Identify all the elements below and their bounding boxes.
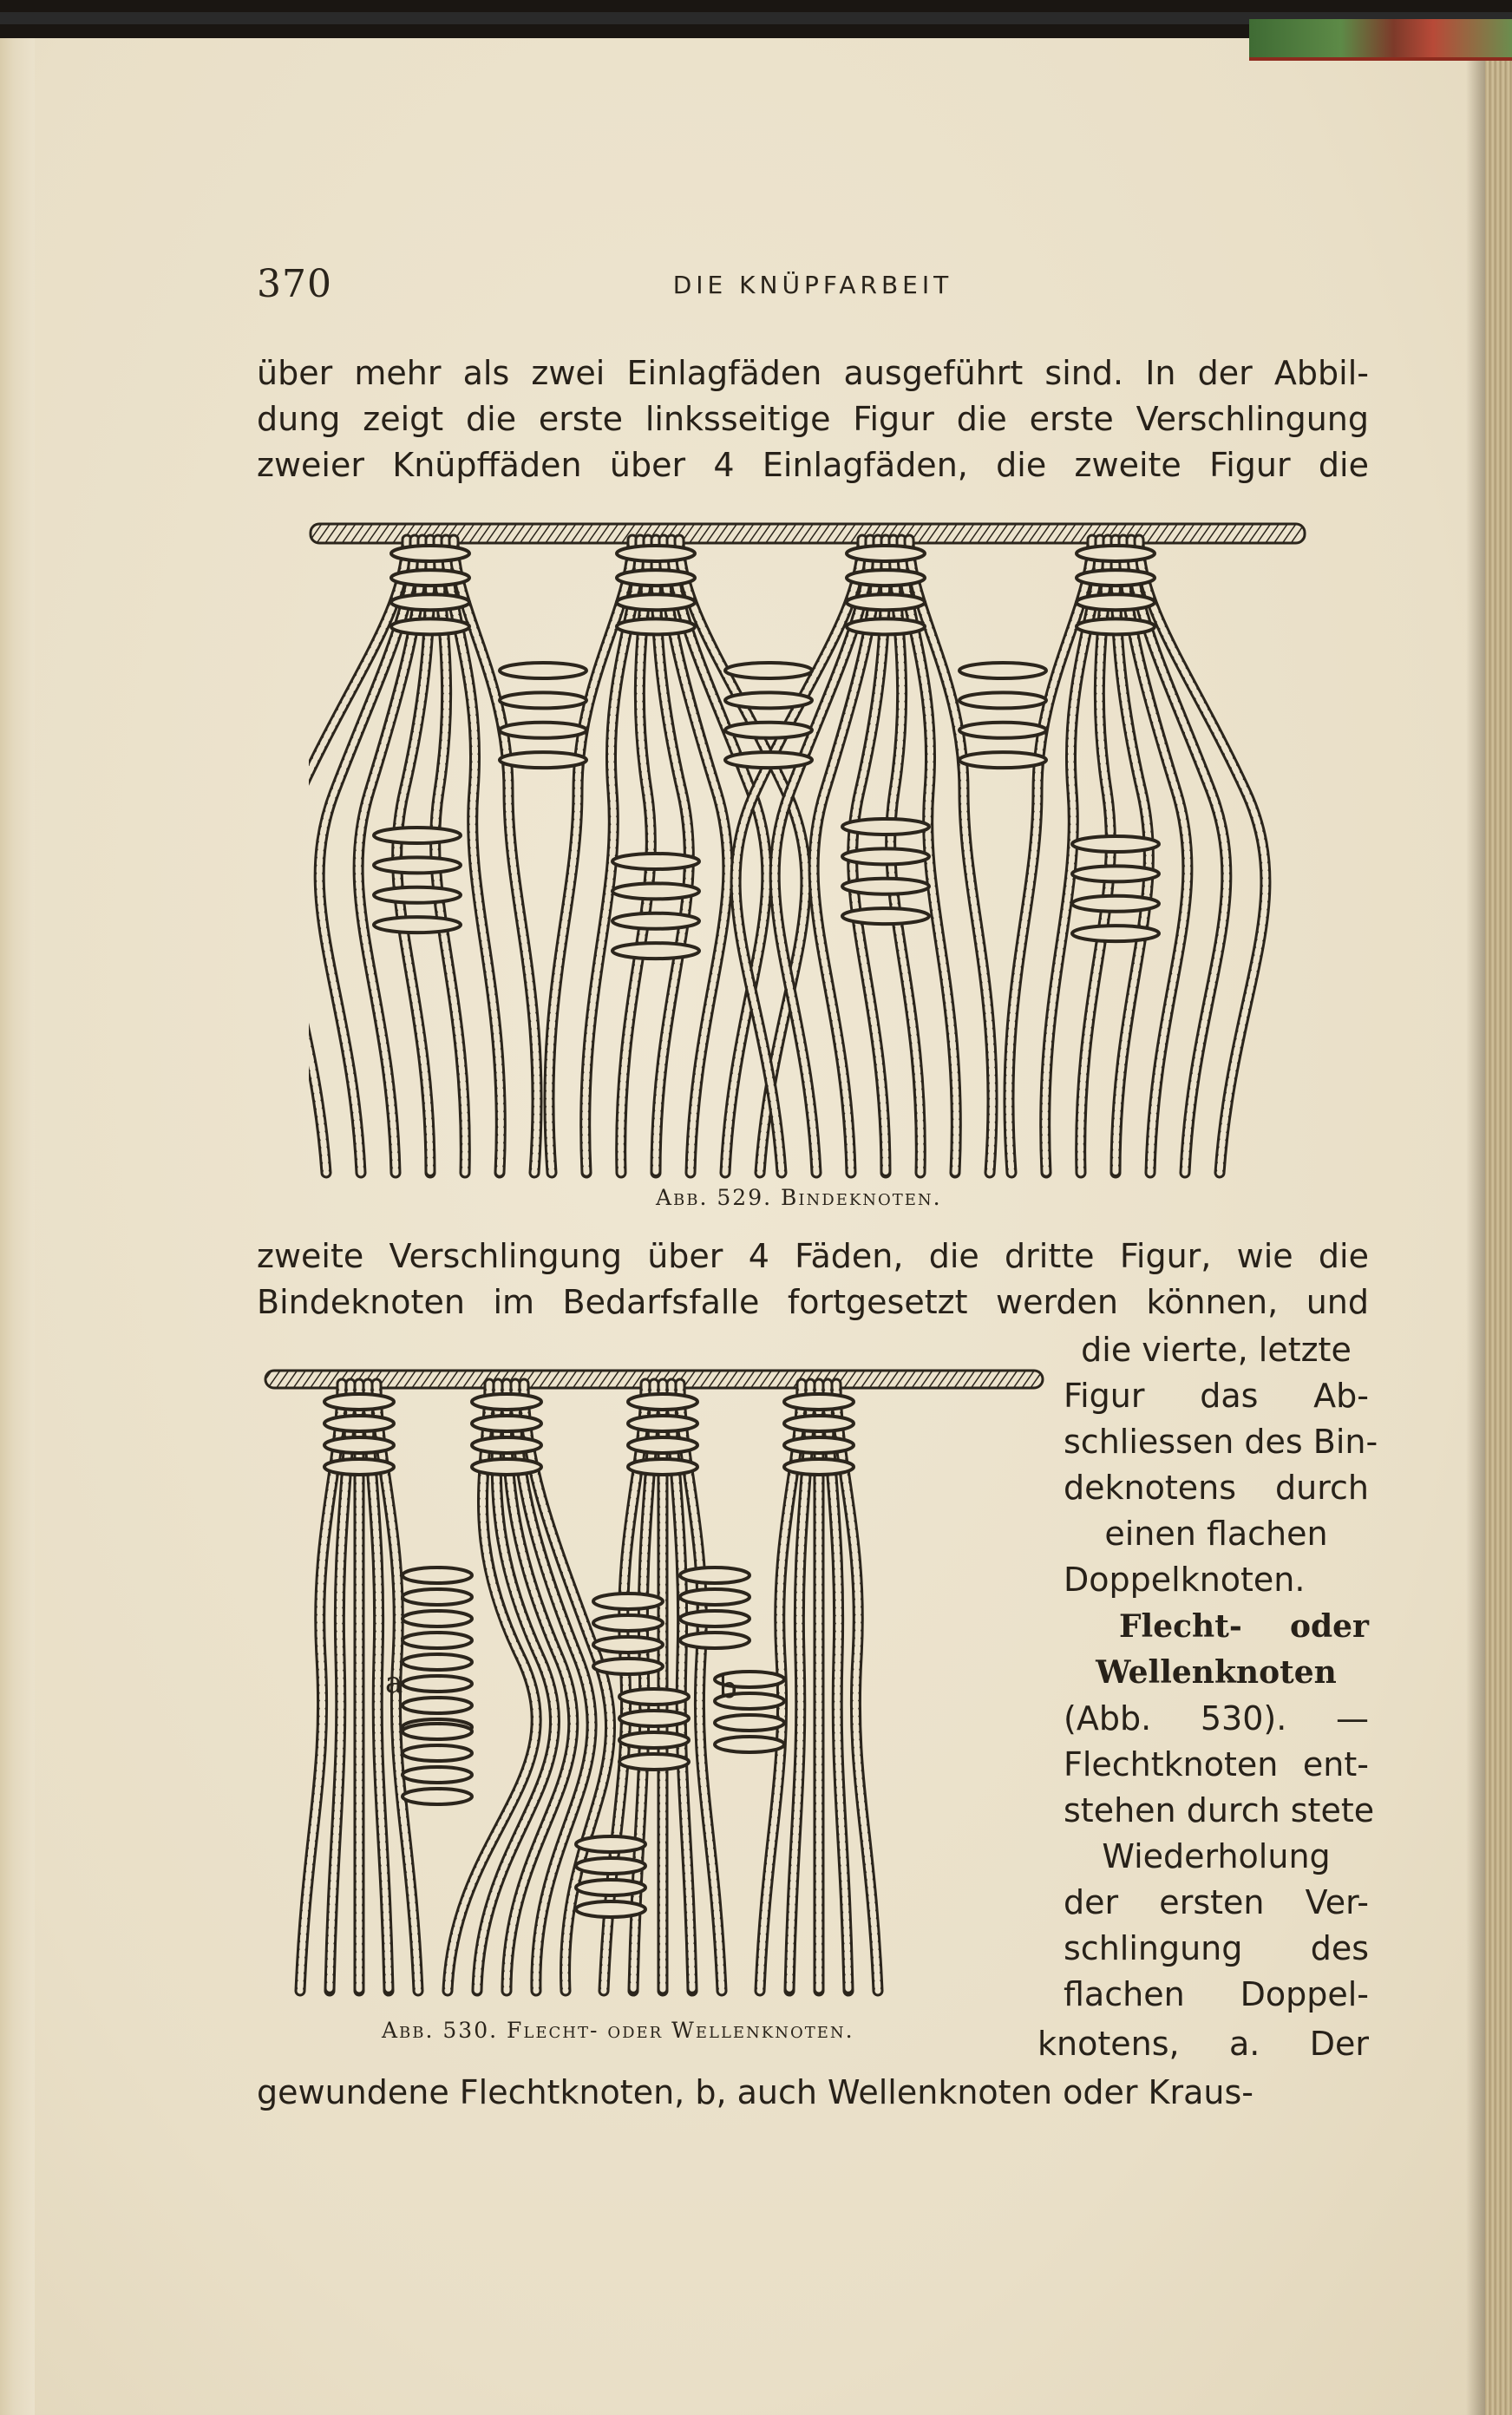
knot-loop	[391, 594, 469, 610]
knot-loop	[847, 546, 925, 561]
column-line: Figur das Ab-	[1064, 1377, 1369, 1415]
knot-loop	[374, 828, 461, 843]
knot-loop	[576, 1858, 645, 1874]
figure-label-b: b	[718, 1671, 737, 1705]
knot-loop	[324, 1437, 394, 1453]
knot-loop	[628, 1437, 697, 1453]
running-title: DIE KNÜPFARBEIT	[672, 271, 953, 299]
knot-loop	[628, 1416, 697, 1431]
knot-loop	[593, 1659, 663, 1674]
knot-loop	[500, 663, 586, 678]
body-line: Bindeknoten im Bedarfsfalle fortgesetzt werden können, und	[257, 1283, 1369, 1321]
knot-loop	[374, 857, 461, 873]
knot-loop	[403, 1789, 472, 1804]
knot-loop	[500, 752, 586, 768]
knot-loop	[391, 570, 469, 586]
column-line: (Abb. 530). —	[1064, 1699, 1369, 1738]
knot-loop	[725, 692, 812, 708]
knot-loop	[842, 848, 929, 864]
column-line: flachen Doppel-	[1064, 1975, 1369, 2013]
knot-loop	[617, 546, 695, 561]
knot-loop	[1072, 926, 1159, 941]
running-head	[257, 262, 1369, 305]
knot-loop	[403, 1611, 472, 1626]
macrame-flechtknoten-drawing	[264, 1345, 1044, 2004]
column-line: deknotens durch	[1064, 1469, 1369, 1507]
knot-loop	[680, 1611, 749, 1626]
knot-loop	[842, 879, 929, 894]
column-line: der ersten Ver-	[1064, 1883, 1369, 1921]
column-line: stehen durch stete	[1064, 1791, 1375, 1829]
knot-loop	[403, 1767, 472, 1783]
knot-loop	[842, 819, 929, 834]
knot-loop	[403, 1724, 472, 1739]
knot-loop	[374, 887, 461, 903]
knot-loop	[784, 1437, 854, 1453]
knot-loop	[1077, 618, 1155, 634]
body-line: über mehr als zwei Einlagfäden ausgeführt sind. In der Abbil-	[257, 354, 1369, 392]
page-number: 370	[257, 262, 332, 306]
knot-loop	[612, 943, 699, 959]
knot-loop	[680, 1589, 749, 1605]
knot-loop	[959, 723, 1046, 738]
knot-loop	[680, 1633, 749, 1648]
knot-loop	[959, 663, 1046, 678]
body-line: zweite Verschlingung über 4 Fäden, die dritte Figur, wie die	[257, 1237, 1369, 1275]
knot-loop	[472, 1394, 541, 1410]
knot-loop	[725, 663, 812, 678]
knot-loop	[617, 594, 695, 610]
knot-loop	[784, 1416, 854, 1431]
left-page-edge	[0, 38, 35, 2415]
knot-loop	[619, 1689, 689, 1705]
knot-loop	[784, 1459, 854, 1475]
knot-loop	[1072, 866, 1159, 881]
knot-loop	[593, 1637, 663, 1653]
column-line: Wiederholung	[1102, 1837, 1331, 1875]
body-line: zweier Knüpffäden über 4 Einlagfäden, die zweite Figur die	[257, 446, 1369, 484]
knot-loop	[403, 1676, 472, 1692]
knot-loop	[619, 1754, 689, 1770]
knot-loop	[403, 1633, 472, 1648]
figure-530-caption	[382, 2018, 854, 2043]
knot-loop	[617, 570, 695, 586]
figure-529-caption	[656, 1185, 942, 1210]
knot-loop	[628, 1459, 697, 1475]
knot-loop	[612, 913, 699, 929]
knot-loop	[612, 883, 699, 899]
knot-loop	[619, 1711, 689, 1726]
page-stack-edge	[1485, 38, 1512, 2415]
column-line: Doppelknoten.	[1064, 1561, 1306, 1599]
figure-529-illustration	[309, 505, 1306, 1181]
knot-loop	[500, 723, 586, 738]
column-line: einen flachen	[1104, 1515, 1328, 1553]
knot-loop	[715, 1737, 784, 1752]
knot-loop	[617, 618, 695, 634]
knot-loop	[472, 1416, 541, 1431]
caption-number: Abb. 529.	[656, 1185, 773, 1210]
knot-loop	[403, 1567, 472, 1583]
knot-loop	[1077, 546, 1155, 561]
knot-loop	[847, 618, 925, 634]
knot-loop	[403, 1698, 472, 1713]
column-line: schlingung des	[1064, 1929, 1369, 1967]
knot-loop	[576, 1880, 645, 1895]
body-line: dung zeigt die erste linksseitige Figur die erste Verschlingung	[257, 400, 1369, 438]
knot-loop	[576, 1901, 645, 1917]
knot-loop	[715, 1715, 784, 1731]
knot-loop	[680, 1567, 749, 1583]
knot-loop	[500, 692, 586, 708]
knot-loop	[619, 1732, 689, 1748]
knot-loop	[391, 546, 469, 561]
knot-loop	[959, 692, 1046, 708]
caption-title: Bindeknoten.	[781, 1185, 942, 1210]
knot-loop	[403, 1589, 472, 1605]
knot-loop	[784, 1394, 854, 1410]
knot-loop	[593, 1615, 663, 1631]
knot-loop	[725, 723, 812, 738]
knot-loop	[576, 1836, 645, 1852]
column-line: schliessen des Bin-	[1064, 1423, 1378, 1461]
knot-loop	[472, 1459, 541, 1475]
knot-loop	[391, 618, 469, 634]
knot-loop	[593, 1594, 663, 1609]
binding-ribbon	[1249, 19, 1512, 61]
knot-loop	[403, 1654, 472, 1670]
caption-title: Flecht- oder Wellenknoten.	[507, 2018, 854, 2043]
knot-loop	[725, 752, 812, 768]
column-heading-line: Flecht- oder	[1119, 1608, 1369, 1645]
column-line: knotens, a. Der	[1037, 2025, 1369, 2063]
knot-loop	[403, 1745, 472, 1761]
knot-loop	[324, 1394, 394, 1410]
knot-loop	[1077, 594, 1155, 610]
knot-loop	[1077, 570, 1155, 586]
knot-loop	[324, 1459, 394, 1475]
knot-loop	[959, 752, 1046, 768]
knot-loop	[472, 1437, 541, 1453]
knot-loop	[1072, 896, 1159, 912]
knot-loop	[847, 570, 925, 586]
gutter-shadow	[1466, 38, 1485, 2415]
knot-loop	[374, 917, 461, 933]
column-line: Flechtknoten ent-	[1064, 1745, 1369, 1783]
knot-loop	[324, 1416, 394, 1431]
knot-loop	[842, 908, 929, 924]
knot-loop	[847, 594, 925, 610]
knot-loop	[628, 1394, 697, 1410]
body-line: gewundene Flechtknoten, b, auch Wellenknoten oder Kraus-	[257, 2073, 1253, 2111]
column-line: die vierte, letzte	[1081, 1331, 1352, 1369]
caption-number: Abb. 530.	[382, 2018, 499, 2043]
macrame-bindeknoten-drawing	[309, 505, 1306, 1181]
figure-label-a: a	[385, 1666, 403, 1700]
column-heading-line: Wellenknoten	[1096, 1654, 1337, 1691]
knot-loop	[612, 854, 699, 869]
figure-530-illustration	[264, 1345, 1044, 2004]
knot-loop	[1072, 836, 1159, 852]
